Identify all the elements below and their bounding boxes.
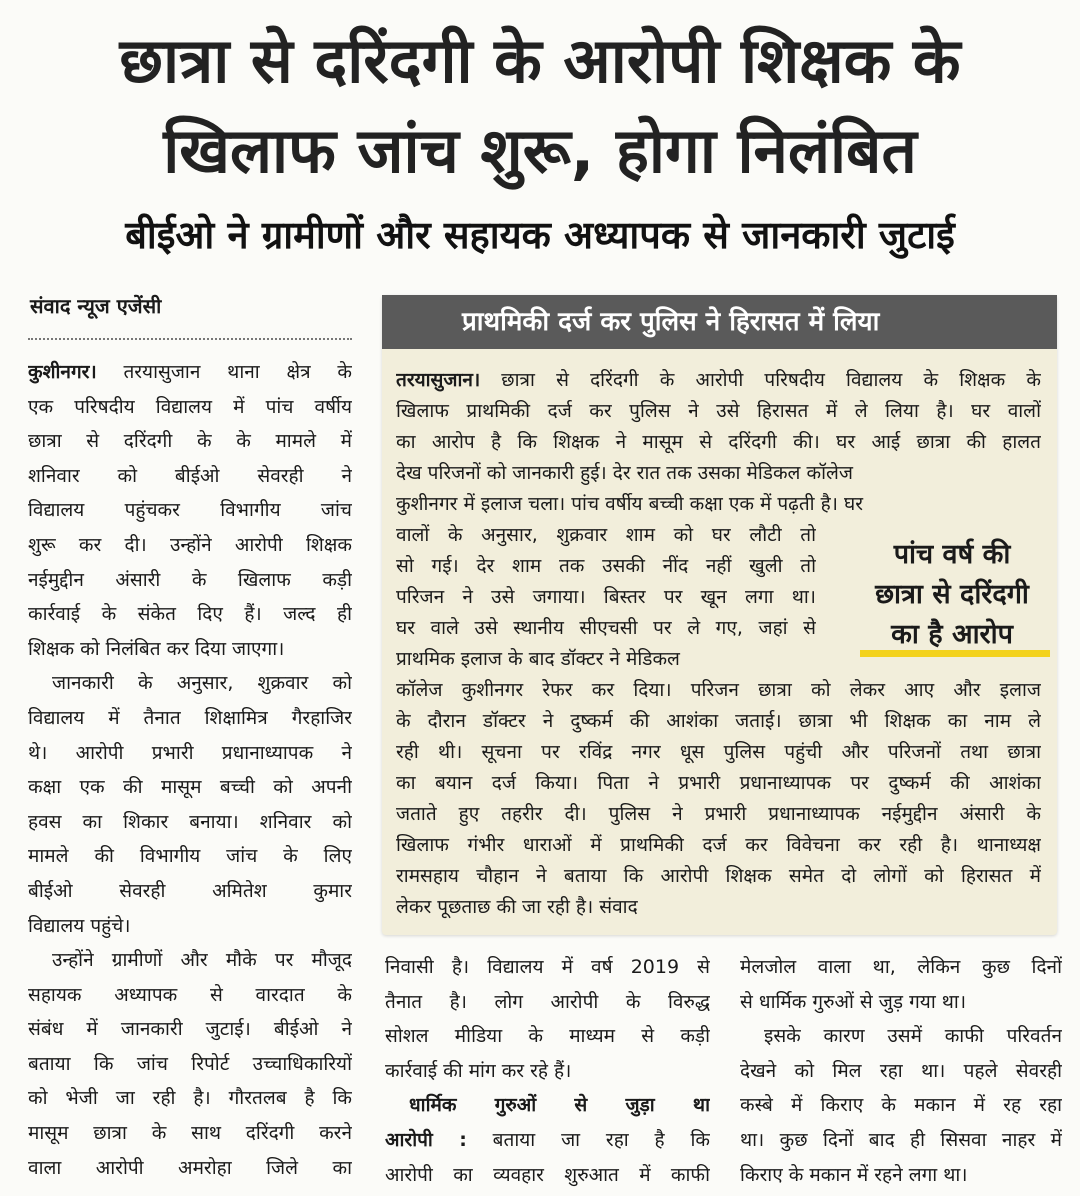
line-text: के दौरान डॉक्टर ने दुष्कर्म की आशंका जताई। छात्रा भी शिक्षक का नाम ले <box>396 710 1041 732</box>
text-line <box>740 1158 1062 1193</box>
text-line <box>385 1019 710 1054</box>
text-line <box>28 1151 352 1186</box>
text-line <box>28 528 352 563</box>
text-line <box>740 1088 1062 1123</box>
text-line <box>28 355 352 390</box>
text-line <box>385 1054 710 1089</box>
line-text: विद्यालय पहुंचे। <box>28 914 131 937</box>
byline-divider <box>28 338 352 340</box>
line-text: निवासी है। विद्यालय में वर्ष 2019 से <box>385 956 710 978</box>
text-line <box>396 644 816 675</box>
line-text: घर वाले उसे स्थानीय सीएचसी पर ले गए, जहां से <box>396 617 816 639</box>
text-line <box>396 458 1041 489</box>
line-text: प्राथमिक इलाज के बाद डॉक्टर ने मेडिकल <box>396 648 680 670</box>
line-text: शुरू कर दी। उन्होंने आरोपी शिक्षक <box>28 533 352 556</box>
line-text: मासूम छात्रा के साथ दरिंदगी करने <box>28 1122 352 1145</box>
line-text: था। कुछ दिनों बाद ही सिसवा नाहर में <box>740 1128 1062 1151</box>
line-text: कस्बे में किराए के मकान में रह रहा <box>740 1094 1062 1117</box>
column-3 <box>740 950 1062 1192</box>
line-text: जताते हुए तहरीर दी। पुलिस ने प्रभारी प्रधानाध्यापक नईमुद्दीन अंसारी के <box>396 803 1041 825</box>
line-text: को भेजी जा रही है। गौरतलब है कि <box>28 1087 352 1110</box>
line-text: मामले की विभागीय जांच के लिए <box>28 845 352 868</box>
text-line <box>28 805 352 840</box>
dateline: कुशीनगर। <box>28 361 97 383</box>
line-text: से धार्मिक गुरुओं से जुड़ गया था। <box>740 990 967 1013</box>
text-line <box>28 424 352 459</box>
text-line <box>385 950 710 985</box>
line-text: सोशल मीडिया के माध्यम से कड़ी <box>385 1025 710 1048</box>
column-2 <box>385 950 710 1192</box>
text-line <box>740 950 1062 985</box>
text-line <box>740 1123 1062 1158</box>
text-line <box>740 985 1062 1020</box>
line-text: लेकर पूछताछ की जा रही है। संवाद <box>396 896 638 918</box>
line-text: रामसहाय चौहान ने बताया कि आरोपी शिक्षक समेत दो लोगों को हिरासत में <box>396 865 1041 887</box>
text-line <box>28 563 352 598</box>
text-line <box>28 1081 352 1116</box>
line-text: खिलाफ गंभीर धाराओं में प्राथमिकी दर्ज कर विवेचना कर रही है। थानाध्यक्ष <box>396 834 1041 856</box>
line-text: मेलजोल वाला था, लेकिन कुछ दिनों <box>740 956 1062 978</box>
line-text: इसके कारण उसमें काफी परिवर्तन <box>764 1025 1062 1048</box>
line-text: विद्यालय में तैनात शिक्षामित्र गैरहाजिर <box>28 706 352 729</box>
line-text: छात्रा से दरिंदगी के आरोपी परिषदीय विद्यालय के शिक्षक के <box>480 369 1041 391</box>
text-line <box>28 839 352 874</box>
text-line <box>28 390 352 425</box>
line-text: नईमुद्दीन अंसारी के खिलाफ कड़ी <box>28 568 352 591</box>
text-line <box>396 613 816 644</box>
text-line <box>396 396 1041 427</box>
line-text: बीईओ सेवरही अमितेश कुमार <box>28 879 352 902</box>
headline-line-1: छात्रा से दरिंदगी के आरोपी शिक्षक के <box>119 24 961 97</box>
line-text: सहायक अध्यापक से वारदात के <box>28 983 352 1006</box>
text-line <box>396 799 1041 830</box>
text-line <box>28 770 352 805</box>
line-text: कार्रवाई के संकेत दिए हैं। जल्द ही <box>28 603 352 626</box>
line-text: देख परिजनों को जानकारी हुई। देर रात तक उसका मेडिकल कॉलेज <box>396 462 853 484</box>
line-text: किराए के मकान में रहने लगा था। <box>740 1163 968 1186</box>
text-line <box>396 861 1041 892</box>
pull-quote-line: का है आरोप <box>891 619 1013 650</box>
text-line <box>28 597 352 632</box>
text-line <box>28 909 352 944</box>
text-line <box>396 365 1041 396</box>
line-text: शिक्षक को निलंबित कर दिया जाएगा। <box>28 637 285 660</box>
line-text: का बयान दर्ज किया। पिता ने प्रभारी प्रधानाध्यापक पर दुष्कर्म की आशंका <box>396 772 1041 794</box>
subheadline: बीईओ ने ग्रामीणों और सहायक अध्यापक से जानकारी जुटाई <box>125 213 955 257</box>
line-text: देखने को मिल रहा था। पहले सेवरही <box>740 1059 1062 1082</box>
line-text: सो गई। देर शाम तक उसकी नींद नहीं खुली तो <box>396 555 816 577</box>
headline-line-2: खिलाफ जांच शुरू, होगा निलंबित <box>163 114 917 187</box>
text-line <box>396 427 1041 458</box>
text-line <box>396 737 1041 768</box>
pull-quote <box>852 535 1052 655</box>
line-text: शनिवार को बीईओ सेवरही ने <box>28 464 352 487</box>
text-line <box>28 874 352 909</box>
pull-quote-underline <box>860 650 1050 657</box>
line-text: धार्मिक गुरुओं से जुड़ा था <box>409 1094 710 1117</box>
line-text: कॉलेज कुशीनगर रेफर कर दिया। परिजन छात्रा को लेकर आए और इलाज <box>396 679 1041 701</box>
text-line <box>740 1019 1062 1054</box>
text-line <box>396 768 1041 799</box>
line-text: छात्रा से दरिंदगी के के मामले में <box>28 430 352 453</box>
text-line <box>396 706 1041 737</box>
pull-quote-line: छात्रा से दरिंदगी <box>875 579 1029 610</box>
text-line <box>28 1116 352 1151</box>
dateline: आरोपी : <box>385 1128 467 1151</box>
text-line <box>28 493 352 528</box>
line-text: बताया जा रहा है कि <box>466 1128 710 1151</box>
text-line <box>396 489 1041 520</box>
line-text: तरयासुजान थाना क्षेत्र के <box>96 361 352 383</box>
text-line <box>396 551 816 582</box>
line-text: थे। आरोपी प्रभारी प्रधानाध्यापक ने <box>28 741 352 764</box>
dateline: तरयासुजान। <box>396 369 481 391</box>
text-line <box>28 1047 352 1082</box>
line-text: खिलाफ प्राथमिकी दर्ज कर पुलिस ने उसे हिरासत में ले लिया है। घर वालों <box>396 400 1041 422</box>
left-column <box>28 355 352 1185</box>
text-line <box>396 520 816 551</box>
text-line <box>28 1012 352 1047</box>
text-line <box>28 459 352 494</box>
line-text: कुशीनगर में इलाज चला। पांच वर्षीय बच्ची कक्षा एक में पढ़ती है। घर <box>396 493 863 515</box>
text-line <box>740 1054 1062 1089</box>
line-text: कार्रवाई की मांग कर रहे हैं। <box>385 1059 572 1082</box>
text-line <box>385 1088 710 1123</box>
text-line <box>396 830 1041 861</box>
line-text: रही थी। सूचना पर रविंद्र नगर धूस पुलिस पहुंची और परिजनों तथा छात्रा <box>396 741 1041 763</box>
line-text: वाला आरोपी अमरोहा जिले का <box>28 1156 352 1179</box>
text-line <box>28 632 352 667</box>
text-line <box>385 985 710 1020</box>
text-line <box>28 666 352 701</box>
text-line <box>385 1158 710 1193</box>
byline: संवाद न्यूज एजेंसी <box>30 294 162 318</box>
text-line <box>396 675 1041 706</box>
line-text: आरोपी का व्यवहार शुरुआत में काफी <box>385 1163 710 1186</box>
text-line <box>396 582 816 613</box>
sidebar-story-box <box>382 295 1057 935</box>
text-line <box>28 943 352 978</box>
line-text: विद्यालय पहुंचकर विभागीय जांच <box>28 499 352 522</box>
line-text: उन्होंने ग्रामीणों और मौके पर मौजूद <box>52 949 352 972</box>
line-text: वालों के अनुसार, शुक्रवार शाम को घर लौटी तो <box>396 524 816 546</box>
line-text: का आरोप है कि शिक्षक ने मासूम से दरिंदगी की। घर आई छात्रा की हालत <box>396 431 1041 453</box>
line-text: कक्षा एक की मासूम बच्ची को अपनी <box>28 776 352 799</box>
text-line <box>28 978 352 1013</box>
line-text: जानकारी के अनुसार, शुक्रवार को <box>52 672 352 695</box>
text-line <box>385 1123 710 1158</box>
line-text: तैनात है। लोग आरोपी के विरुद्ध <box>385 990 710 1013</box>
text-line <box>28 701 352 736</box>
line-text: संबंध में जानकारी जुटाई। बीईओ ने <box>28 1018 352 1041</box>
box-title: प्राथमिकी दर्ज कर पुलिस ने हिरासत में लिया <box>382 295 1057 349</box>
line-text: एक परिषदीय विद्यालय में पांच वर्षीय <box>28 395 352 418</box>
line-text: परिजन ने उसे जगाया। बिस्तर पर खून लगा था। <box>396 586 816 608</box>
line-text: बताया कि जांच रिपोर्ट उच्चाधिकारियों <box>28 1052 352 1075</box>
pull-quote-line: पांच वर्ष की <box>893 539 1011 570</box>
line-text: हवस का शिकार बनाया। शनिवार को <box>28 810 352 833</box>
text-line <box>28 736 352 771</box>
text-line <box>396 892 1041 923</box>
